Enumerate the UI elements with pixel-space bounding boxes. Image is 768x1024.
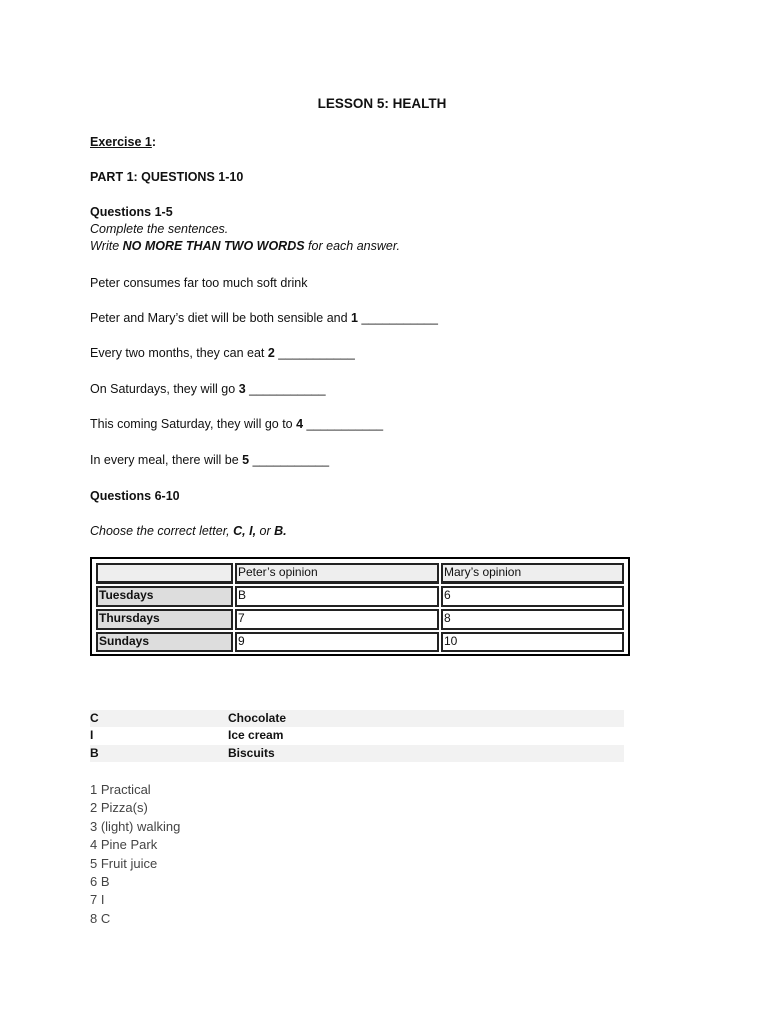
answer-line: 1 Practical [90, 782, 151, 797]
answer-blank: ___________ [274, 346, 355, 360]
answer-line: 4 Pine Park [90, 837, 158, 852]
questions-1-5-instruction-1: Complete the sentences. [90, 222, 229, 236]
key-letter: C [90, 711, 99, 725]
instruction-or: or [256, 524, 275, 538]
sentence-text: On Saturdays, they will go [90, 382, 239, 396]
answer-line: 3 (light) walking [90, 819, 181, 834]
sentence-1 [90, 311, 438, 325]
questions-1-5-heading: Questions 1-5 [90, 205, 173, 219]
questions-6-10-heading: Questions 6-10 [90, 489, 180, 503]
answer-line: 7 I [90, 892, 105, 907]
answer-line: 6 B [90, 874, 110, 889]
table-row-day: Thursdays [96, 609, 233, 630]
sentence-2 [90, 346, 355, 360]
table-cell-mary: 8 [441, 609, 624, 630]
instruction-pre: Choose the correct letter, [90, 524, 234, 538]
key-food: Ice cream [228, 728, 284, 742]
answer-blank: ___________ [245, 382, 326, 396]
questions-6-10-instruction [90, 524, 287, 538]
question-number: 2 [267, 346, 275, 360]
question-number: 4 [296, 417, 304, 431]
sentence-3 [90, 382, 326, 396]
sentence-text: Every two months, they can eat [90, 346, 268, 360]
table-cell-peter: 9 [235, 632, 439, 652]
table-cell-peter: B [235, 586, 439, 607]
table-header-peter: Peter’s opinion [235, 563, 439, 584]
opinion-table [90, 557, 630, 656]
sentence-text: In every meal, there will be [90, 453, 243, 467]
key-letter: I [90, 728, 94, 742]
answer-blank: ___________ [357, 311, 438, 325]
key-row [90, 710, 624, 727]
page-title: LESSON 5: HEALTH [317, 96, 447, 111]
exercise-label [90, 135, 156, 149]
sentence-text: Peter and Mary’s diet will be both sensible and [90, 311, 352, 325]
instruction-2-post: for each answer. [304, 239, 400, 253]
sentence-4 [90, 417, 383, 431]
answer-blank: ___________ [249, 453, 330, 467]
exercise-label-colon: : [151, 135, 157, 149]
key-food: Biscuits [228, 746, 275, 760]
table-row-day: Tuesdays [96, 586, 233, 607]
question-number: 3 [238, 382, 246, 396]
key-row [90, 745, 624, 762]
table-row-day: Sundays [96, 632, 233, 652]
key-row [90, 727, 624, 744]
answer-line: 2 Pizza(s) [90, 800, 148, 815]
instruction-2-bold: NO MORE THAN TWO WORDS [122, 239, 305, 253]
key-letter: B [90, 746, 99, 760]
exercise-label-text: Exercise 1 [90, 135, 152, 149]
key-food: Chocolate [228, 711, 287, 725]
question-number: 5 [242, 453, 250, 467]
sentence-text: This coming Saturday, they will go to [90, 417, 297, 431]
table-header-blank [96, 563, 233, 584]
questions-1-5-instruction-2 [90, 239, 400, 253]
sentence-text: Peter consumes far too much soft drink [90, 276, 308, 290]
instruction-2-pre: Write [90, 239, 123, 253]
answer-line: 8 C [90, 911, 111, 926]
table-cell-peter: 7 [235, 609, 439, 630]
answer-line: 5 Fruit juice [90, 856, 158, 871]
sentence-5 [90, 453, 329, 467]
part-heading: PART 1: QUESTIONS 1-10 [90, 170, 244, 184]
instruction-last: B. [274, 524, 287, 538]
instruction-letters: C, I, [233, 524, 257, 538]
sentence-0 [90, 276, 307, 290]
table-cell-mary: 10 [441, 632, 624, 652]
table-cell-mary: 6 [441, 586, 624, 607]
table-header-mary: Mary’s opinion [441, 563, 624, 584]
question-number: 1 [351, 311, 358, 325]
answer-blank: ___________ [303, 417, 384, 431]
